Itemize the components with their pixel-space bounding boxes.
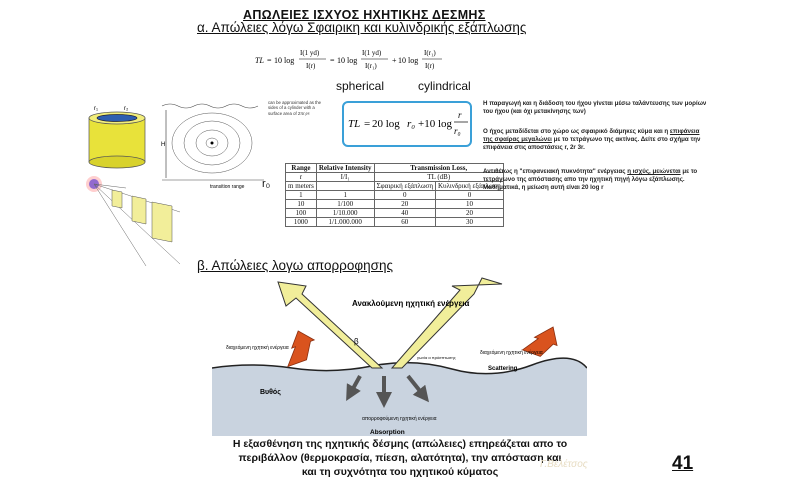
svg-text:10 log: 10 log (337, 56, 358, 65)
label-cylindrical: cylindrical (418, 79, 471, 93)
table-header: Relative Intensity (316, 164, 374, 173)
svg-text:γωνία α πρόσπτωσης: γωνία α πρόσπτωσης (417, 355, 456, 360)
reflected-label: Ανακλούμενη ηχητική ενέργεια (352, 299, 470, 308)
transmission-loss-table: Range Relative Intensity Transmission Loss, r I/I₁ TL (dB) m meters Σφαιρική εξάπλωση Κυλινδρική εξάπλωση 1 1 0 0 10 1/100 20 10 100 1/10.000 40 20 1000 1/1.000.000 60 30 (285, 163, 504, 227)
absorption-illustration (212, 276, 587, 436)
svg-text:I(r): I(r) (425, 62, 435, 70)
svg-text:I(1 yd): I(1 yd) (300, 49, 320, 57)
table-row: 100 1/10.000 40 20 (286, 209, 504, 218)
right-paragraph-2: Ο ήχος μεταδίδεται στο χώρο ως σφαιρικό διάμηκες κύμα και η επιφάνεια της σφαίρας μεγαλώνει με το τετράγωνο της ακτίνας. Δείτε στο σχήμα την επιφάνεια στις αποστάσεις r, 2r 3r. (483, 128, 701, 152)
svg-text:I(1 yd): I(1 yd) (362, 49, 382, 57)
section-b-heading: β. Απώλειες λογω απορροφησης (197, 258, 393, 273)
svg-text:H: H (161, 142, 166, 148)
svg-text:=: = (364, 118, 371, 130)
svg-text:=: = (330, 56, 335, 65)
svg-text:10 log: 10 log (398, 56, 419, 65)
svg-text:10 log: 10 log (274, 56, 295, 65)
svg-text:I(r₁): I(r₁) (365, 62, 377, 70)
spherical-spreading-diagram (86, 176, 182, 268)
tl-formula-box (342, 101, 472, 147)
section-a-heading: α. Απώλειες λόγω Σφαιρικη και κυλινδρικής εξάπλωσης (197, 20, 527, 35)
svg-text:r: r (458, 110, 462, 120)
svg-text:β: β (354, 337, 359, 346)
table-row: 10 1/100 20 10 (286, 200, 504, 209)
table-row: 1000 1/1.000.000 60 30 (286, 218, 504, 227)
svg-text:r₀: r₀ (407, 118, 416, 130)
svg-text:r₁: r₁ (94, 106, 99, 112)
r0-axis-label: r₀ (262, 178, 271, 190)
absorption-label: Absorption (370, 429, 405, 436)
bottom-caption: Η εξασθένηση της ηχητικής δέσμης (απώλειες) επηρεάζεται απο το περιβάλλον (θερμοκρασία, πίεση, αλατότητα), την απόσταση και και τη συχνότητα του ηχητικού κύματος (232, 438, 568, 479)
cylinder-note: can be approximated as the sides of a cylinder with a surface area of 2πr₀H (268, 100, 322, 116)
svg-text:=: = (267, 56, 272, 65)
scattered-left-label: διαχεόμενη ηχητική ενέργεια (226, 345, 289, 351)
svg-text:r₂: r₂ (124, 106, 129, 112)
svg-text:r₀: r₀ (454, 126, 461, 136)
right-paragraph-1: Η παραγωγή και η διάδοση του ήχου γίνεται μέσω ταλάντευσης των μορίων του ήχου (και όχι μετακίνησης των) (483, 100, 707, 116)
right-paragraph-3: Αντιθέτως η "επιφανειακή πυκνότητα" ενέργειας η ισχύς, μειώνεται με το τετράγωνο της απόστασης απο την ηχητική πηγή λόγω εξάπλωσης. Μαθηματικά, η μείωση αυτή είναι 20 log r (483, 168, 698, 192)
table-row: 1 1 0 0 (286, 191, 504, 200)
label-spherical: spherical (336, 79, 385, 93)
watermark: Γ.Βελέτσος (540, 459, 588, 470)
cylinder-illustration (80, 104, 164, 170)
tl-formula-top (250, 40, 480, 80)
svg-text:+10 log: +10 log (418, 118, 453, 130)
svg-text:transition range: transition range (210, 184, 245, 190)
table-header: Transmission Loss, (374, 164, 503, 173)
svg-text:TL: TL (348, 118, 361, 130)
page-title: ΑΠΩΛΕΙΕΣ ΙΣΧΥΟΣ ΗΧΗΤΙΚΗΣ ΔΕΣΜΗΣ (243, 8, 486, 22)
absorbed-label: απορροφούμενη ηχητική ενέργεια (362, 416, 437, 422)
formula-tl: TL (255, 56, 264, 65)
svg-text:20 log: 20 log (372, 118, 400, 130)
scattered-right-label: διαχεόμενη ηχητική ενέργεια (480, 350, 543, 356)
seabed-label: Βυθός (260, 389, 281, 396)
svg-text:I(r₁): I(r₁) (424, 49, 436, 57)
page-number: 41 (672, 453, 694, 474)
table-header: Range (286, 164, 317, 173)
svg-text:I(r): I(r) (306, 62, 316, 70)
svg-text:+: + (392, 56, 397, 65)
scattering-label: Scattering (488, 366, 518, 372)
